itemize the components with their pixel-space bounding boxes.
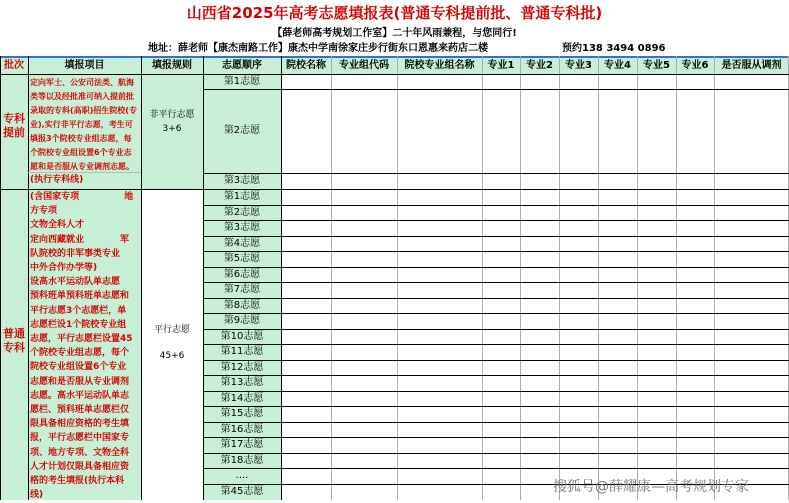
section2-item-line: 队院校的非军事类专业 xyxy=(30,248,121,259)
grid-col-line xyxy=(598,56,599,500)
grid-row-line xyxy=(203,205,789,206)
section1-item-line: 类等以及经批准可纳入提前批 xyxy=(30,92,134,101)
wish-order-cell: 第9志愿 xyxy=(223,315,261,326)
section1-item-line: 填报3个院校专业组志愿，每 xyxy=(30,134,132,143)
grid-row-line xyxy=(203,220,789,221)
section2-rule xyxy=(141,323,203,363)
section1-rule-name: 非平行志愿 xyxy=(149,110,195,120)
grid-row-line xyxy=(203,375,789,376)
grid-row-line xyxy=(203,251,789,252)
header-cell: 院校名称 xyxy=(286,60,326,71)
section2-item-line: 院校专业组设置6个专业 xyxy=(30,362,127,373)
wish-order-cell: 第18志愿 xyxy=(220,454,264,466)
section1-batch-line: 提前 xyxy=(3,126,25,139)
section2-batch xyxy=(0,327,28,355)
section2-item-line: 定向西藏就业 军 xyxy=(30,234,130,245)
grid-col-line xyxy=(28,56,29,500)
wish-order-cell: 第2志愿 xyxy=(223,125,261,136)
section1-item-line: 定向军士、公安司法类、航海 xyxy=(30,78,134,87)
section2-item-line: 志愿栏设1个院校专业组 xyxy=(30,319,127,330)
section1-note: (执行专科线) xyxy=(30,175,84,185)
header-cell: 专业5 xyxy=(643,60,670,71)
wish-order-cell: 第12志愿 xyxy=(220,361,264,373)
section2-item-line: 报，平行志愿栏中国家专 xyxy=(30,433,130,444)
wish-order-cell: 第1志愿 xyxy=(223,191,261,202)
grid-col-line xyxy=(520,56,521,500)
grid-col-line xyxy=(482,56,483,500)
section1-batch xyxy=(0,112,28,140)
section2-item-line: 线) xyxy=(30,490,44,501)
grid-row-line xyxy=(203,298,789,299)
section1-rule-count: 3+6 xyxy=(162,124,182,134)
section1-item-line: 个院校专业组设置6个专业志 xyxy=(30,148,132,157)
section1-item-line: 业),实行非平行志愿，考生可 xyxy=(30,120,133,129)
grid-row-line xyxy=(203,468,789,469)
header-cell: 专业6 xyxy=(681,60,709,71)
grid-row-line xyxy=(203,282,789,283)
section2-item-line: 志愿。高水平运动队单志 xyxy=(30,390,130,401)
section2-item-line: 志愿，平行志愿栏设置45 xyxy=(30,334,133,344)
section2-item-line: (含国家专项 地 xyxy=(30,192,134,202)
header-cell: 专业组代码 xyxy=(339,60,389,71)
grid-row-line xyxy=(203,236,789,237)
section2-item-line: 设高水平运动队单志愿 xyxy=(30,277,121,288)
grid-row-line xyxy=(203,89,789,90)
wish-order-cell: 第11志愿 xyxy=(220,346,264,357)
section2-batch-line: 普通 xyxy=(3,327,25,340)
page-title: 山西省2025年高考志愿填报表(普通专科提前批、普通专科批) xyxy=(186,4,603,22)
section2-item-line: 项、地方专项、文物全科 xyxy=(30,447,130,458)
section1-batch-line: 专科 xyxy=(3,112,25,125)
section2-item-line: 格的考生填报(执行本科 xyxy=(30,476,125,486)
wish-order-cell: 第8志愿 xyxy=(223,299,261,311)
header-cell: 志愿顺序 xyxy=(222,60,262,71)
wish-order-cell: 第15志愿 xyxy=(220,408,264,419)
wish-order-cell: 第10志愿 xyxy=(220,330,264,342)
section1-item-line: 录取的专科(高职)招生院校(专 xyxy=(30,106,137,115)
wish-order-cell: 第13志愿 xyxy=(220,377,264,388)
wish-order-cell: 第7志愿 xyxy=(223,284,261,295)
wish-order-cell: 第17志愿 xyxy=(220,439,264,450)
grid-col-line xyxy=(397,56,398,500)
wish-order-cell: 第4志愿 xyxy=(223,237,261,249)
grid-col-line xyxy=(676,56,677,500)
grid-row-line xyxy=(203,422,789,423)
section1-rule xyxy=(141,108,203,136)
header-cell: 专业2 xyxy=(526,60,553,71)
address-line xyxy=(0,42,789,56)
wish-order-cell: 第5志愿 xyxy=(223,253,261,264)
section2-rule-count: 45+6 xyxy=(159,351,185,361)
header-cell: 专业4 xyxy=(604,60,631,71)
section2-item-line: 中外合作办学等) xyxy=(30,263,98,273)
grid-row-line xyxy=(203,344,789,345)
section2-rule-name: 平行志愿 xyxy=(153,325,190,335)
grid-row-line xyxy=(203,267,789,268)
watermark: 搜狐号@薛耀康—高考规划专家 xyxy=(553,479,749,495)
wish-order-cell: 第2志愿 xyxy=(223,206,261,218)
wish-order-cell: 第16志愿 xyxy=(220,423,264,435)
header-cell: 填报项目 xyxy=(64,60,105,71)
section2-item-line: 限具备相应资格的考生填 xyxy=(30,419,130,430)
address-text: 地址：薛老师【康杰南路工作】康杰中学南徐家庄步行街东口恩惠来药店二楼 xyxy=(148,43,488,54)
section1-item-line: 愿和是否服从专业调剂志愿。 xyxy=(30,162,134,171)
section2-item-line: 平行志愿3个志愿栏，单 xyxy=(30,305,127,316)
wish-order-cell: 第45志愿 xyxy=(220,486,264,497)
section2-item-line: 个院校专业组志愿，每个 xyxy=(30,348,130,359)
grid-row-line xyxy=(203,437,789,438)
grid-row-line xyxy=(203,391,789,392)
section2-item-line: 文物全科人才 xyxy=(30,220,85,231)
section2-item-line: 人才计划仅限具备相应资 xyxy=(30,461,130,472)
wish-order-cell: 第14志愿 xyxy=(220,392,264,404)
wish-order-cell: .... xyxy=(235,470,249,481)
studio-slogan: 【薛老师高考规划工作室】二十年风雨兼程，与您同行! xyxy=(272,28,517,39)
grid-col-line xyxy=(559,56,560,500)
section2-item-line: 方专项 xyxy=(30,206,58,217)
grid-row-line xyxy=(203,406,789,407)
section2-batch-line: 专科 xyxy=(3,341,25,354)
grid-col-line xyxy=(714,56,715,500)
grid-row-line xyxy=(203,329,789,330)
grid-row-line xyxy=(203,173,789,174)
section2-item-line: 愿栏、预科班单志愿栏仅 xyxy=(30,405,130,415)
grid-row-line xyxy=(0,74,789,75)
wish-order-cell: 第3志愿 xyxy=(223,175,261,186)
grid-row-line xyxy=(203,360,789,361)
grid-col-line xyxy=(637,56,638,500)
grid-row-line xyxy=(203,313,789,314)
header-cell: 填报规则 xyxy=(152,60,192,71)
grid-row-line xyxy=(203,453,789,454)
section2-item-line: 志愿和是否服从专业调剂 xyxy=(30,376,130,387)
header-cell: 是否服从调剂 xyxy=(721,60,782,71)
wish-order-cell: 第3志愿 xyxy=(223,222,261,233)
wish-order-cell: 第6志愿 xyxy=(223,268,261,280)
section2-item-line: 预科班单预科班单志愿和 xyxy=(30,291,130,302)
wish-order-cell: 第1志愿 xyxy=(223,75,261,87)
header-cell: 专业3 xyxy=(565,60,592,71)
grid-col-line xyxy=(331,56,332,500)
header-cell: 院校专业组名称 xyxy=(404,60,475,71)
header-cell: 批次 xyxy=(4,60,24,71)
appointment-phone: 预约138 3494 0896 xyxy=(562,43,666,54)
header-cell: 专业1 xyxy=(487,60,515,71)
grid-col-line xyxy=(281,56,282,500)
